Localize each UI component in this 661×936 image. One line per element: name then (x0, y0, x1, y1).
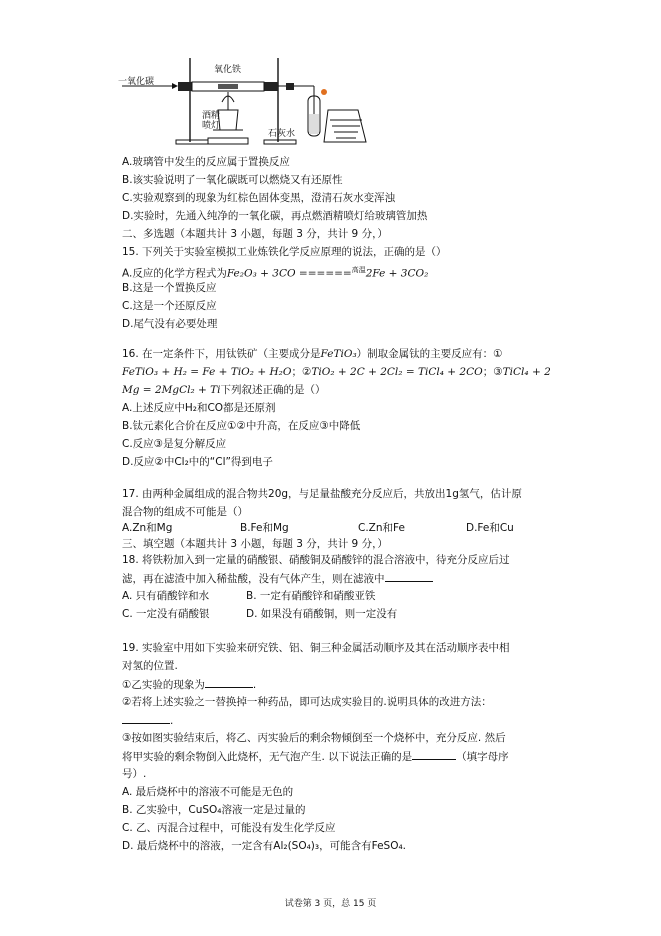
q19-sub2-answer (122, 712, 173, 729)
q17-line2: 混合物的组成不可能是（） (122, 506, 248, 518)
q15-a-condition: 高温 (351, 266, 366, 274)
q17-option-b: B.Fe和Mg (240, 522, 289, 534)
q16-line1-tail: ）制取金属钛的主要反应有：① (356, 348, 503, 360)
lamp-label-2: 喷灯 (202, 121, 221, 131)
q18-line1: 18. 将铁粉加入到一定量的硝酸银、硝酸铜及硝酸锌的混合溶液中，待充分反应后过 (122, 554, 510, 566)
q19-sub1-blank[interactable] (205, 676, 253, 688)
q18-line2 (122, 570, 433, 587)
section2-title: 二、多选题（本题共计 3 小题，每题 3 分，共计 9 分，） (122, 228, 388, 240)
iron-oxide-label: 氧化铁 (214, 65, 242, 75)
q14-option-c: C.实验观察到的现象为红棕色固体变黑，澄清石灰水变浑浊 (122, 192, 396, 204)
q16-line2 (122, 364, 551, 380)
apparatus-drawing (118, 50, 378, 150)
q16-line3-tail: 下列叙述正确的是（） (220, 384, 326, 396)
q19-line1: 19. 实验室中用如下实验来研究铁、铝、铜三种金属活动顺序及其在活动顺序表中相 (122, 642, 510, 654)
q16-reaction-2: TiO₂ + 2C + 2Cl₂ = TiCl₄ + 2CO (311, 366, 483, 378)
q17-option-d: D.Fe和Cu (466, 522, 514, 534)
lamp-label-1: 酒精 (202, 111, 221, 121)
q19-sub1-text: ①乙实验的现象为 (122, 679, 205, 691)
q15-option-b: B.这是一个置换反应 (122, 282, 217, 294)
page-footer: 试卷第 3 页，总 15 页 (284, 899, 377, 909)
q19-sub3-line2-text: 将甲实验的剩余物倒入此烧杯，无气泡产生. 以下说法正确的是 (122, 751, 413, 763)
q19-sub2-blank[interactable] (122, 712, 170, 724)
q18-option-a: A. 只有硝酸锌和水 (122, 590, 210, 602)
q15-a-product: 2Fe + 3CO₂ (365, 267, 429, 280)
q19-sub3-line1: ③按如图实验结束后，将乙、丙实验后的剩余物倾倒至一个烧杯中，充分反应. 然后 (122, 732, 506, 744)
q15-a-prefix: A.反应的化学方程式为 (122, 267, 227, 280)
section3-title: 三、填空题（本题共计 3 小题，每题 3 分，共计 9 分，） (122, 538, 388, 550)
q19-sub1 (122, 676, 256, 693)
q19-sub2: ②若将上述实验之一替换掉一种药品，即可达成实验目的.说明具体的改进方法： (122, 696, 492, 708)
q16-line1-formula: FeTiO₃ (320, 348, 357, 360)
q16-option-d: D.反应②中Cl₂中的“Cl”得到电子 (122, 456, 273, 468)
q16-line3 (122, 382, 326, 398)
q16-line1 (122, 346, 503, 362)
q15-stem: 15. 下列关于实验室模拟工业炼铁化学反应原理的说法，正确的是（） (122, 246, 447, 258)
q18-line2-text: 滤，再在滤渣中加入稀盐酸，没有气体产生，则在滤液中 (122, 573, 385, 585)
q16-option-a: A.上述反应中H₂和CO都是还原剂 (122, 402, 276, 414)
limewater-label: 石灰水 (268, 129, 296, 139)
q17-option-c: C.Zn和Fe (358, 522, 405, 534)
q16-option-b: B.钛元素化合价在反应①②中升高，在反应③中降低 (122, 420, 361, 432)
apparatus-diagram (118, 50, 378, 150)
q19-option-c: C. 乙、丙混合过程中，可能没有发生化学反应 (122, 822, 336, 834)
q19-sub3-line3: 号）. (122, 768, 147, 780)
q17-line1: 17. 由两种金属组成的混合物共20g，与足量盐酸充分反应后，共放出1g氢气，估计原 (122, 488, 522, 500)
q19-sub1-period: . (252, 679, 257, 691)
q19-sub3-line2-tail: （填字母序 (456, 751, 509, 763)
q17-option-a: A.Zn和Mg (122, 522, 173, 534)
q19-sub2-period: . (170, 715, 174, 727)
q18-option-c: C. 一定没有硝酸银 (122, 608, 210, 620)
q15-a-formula: Fe₂O₃ + 3CO ====== (226, 267, 352, 280)
co-label: 一氧化碳 (118, 77, 155, 87)
q19-option-d: D. 最后烧杯中的溶液，一定含有Al₂(SO₄)₃，可能含有FeSO₄. (122, 840, 407, 852)
q18-answer-blank[interactable] (385, 570, 433, 582)
q14-option-d: D.实验时，先通入纯净的一氧化碳，再点燃酒精喷灯给玻璃管加热 (122, 210, 428, 222)
q15-option-a (122, 262, 428, 282)
q19-sub3-blank[interactable] (412, 748, 456, 760)
q16-line1-text: 16. 在一定条件下，用钛铁矿（主要成分是 (122, 348, 321, 360)
q19-sub3-line2 (122, 748, 509, 765)
q16-sep-1: ；② (291, 366, 312, 378)
q16-sep-2: ；③ (482, 366, 503, 378)
q16-reaction-3b: Mg = 2MgCl₂ + Ti (122, 384, 221, 396)
q19-option-a: A. 最后烧杯中的溶液不可能是无色的 (122, 786, 294, 798)
q16-reaction-1: FeTiO₃ + H₂ = Fe + TiO₂ + H₂O (122, 366, 292, 378)
q15-option-c: C.这是一个还原反应 (122, 300, 217, 312)
q18-option-d: D. 如果没有硝酸铜，则一定没有 (246, 608, 398, 620)
q14-option-b: B.该实验说明了一氧化碳既可以燃烧又有还原性 (122, 174, 343, 186)
q16-reaction-3a: TiCl₄ + 2 (502, 366, 551, 378)
q15-option-d: D.尾气没有必要处理 (122, 318, 218, 330)
q14-option-a: A.玻璃管中发生的反应属于置换反应 (122, 156, 290, 168)
q19-option-b: B. 乙实验中，CuSO₄溶液一定是过量的 (122, 804, 306, 816)
q18-option-b: B. 一定有硝酸锌和硝酸亚铁 (246, 590, 376, 602)
q16-option-c: C.反应③是复分解反应 (122, 438, 227, 450)
q19-line2: 对氢的位置. (122, 660, 178, 672)
